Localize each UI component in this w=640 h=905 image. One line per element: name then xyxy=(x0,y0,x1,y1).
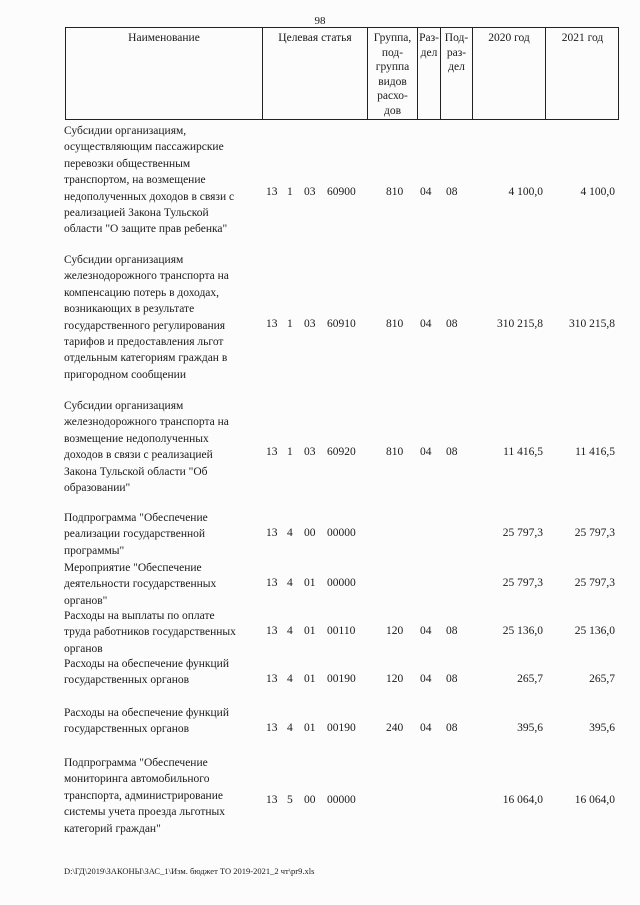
row-name-line: возникающих в результате xyxy=(64,303,195,316)
amount-2020: 25 797,3 xyxy=(502,527,543,539)
header-2021-cell xyxy=(546,28,619,120)
row-name-line: реализации государственной xyxy=(64,528,206,541)
subsection-code: 08 xyxy=(446,446,458,458)
subprogram-code: 1 xyxy=(287,446,293,458)
main-event-code: 00 xyxy=(304,794,316,806)
row-name-line: мониторинга автомобильного xyxy=(64,773,210,786)
main-event-code: 03 xyxy=(304,446,316,458)
row-name-line: компенсацию потерь в доходах, xyxy=(64,286,220,299)
header-group-line: группа xyxy=(375,61,410,73)
header-year-2021: 2021 год xyxy=(561,32,604,44)
section-code: 04 xyxy=(420,186,432,198)
row-name xyxy=(64,608,264,657)
row-name-line: тарифов и предоставления льгот xyxy=(64,336,224,349)
amount-2021: 4 100,0 xyxy=(580,186,615,198)
main-event-code: 01 xyxy=(304,722,316,734)
subsection-code: 08 xyxy=(446,186,458,198)
row-name-line: пригородном сообщении xyxy=(64,368,186,381)
row-name xyxy=(64,755,264,837)
section-code: 04 xyxy=(420,625,432,637)
amount-2020: 16 064,0 xyxy=(502,794,543,806)
direction-code: 00190 xyxy=(327,722,356,734)
section-code: 04 xyxy=(420,318,432,330)
row-name xyxy=(64,123,264,238)
row-name-line: труда работников государственных xyxy=(64,626,236,639)
main-event-code: 01 xyxy=(304,673,316,685)
header-section-line: Раз- xyxy=(419,32,439,44)
header-group-line: под- xyxy=(381,46,404,59)
row-name-line: отдельным категориям граждан в xyxy=(64,352,228,365)
row-name-line: реализацией Закона Тульской xyxy=(64,207,209,220)
file-path-footer: D:\ГД\2019\ЗАКОНЫ\ЗАС_1\Изм. бюджет ТО 2019-2021_2 чт\pr9.xls xyxy=(64,866,315,876)
amount-2021: 25 797,3 xyxy=(574,577,615,589)
subprogram-code: 4 xyxy=(287,577,293,589)
subprogram-code: 1 xyxy=(287,318,293,330)
row-name-line: Расходы на обеспечение функций xyxy=(64,707,229,719)
amount-2021: 25 136,0 xyxy=(574,625,615,637)
amount-2020: 310 215,8 xyxy=(497,318,543,330)
subprogram-code: 1 xyxy=(287,186,293,198)
row-name xyxy=(64,705,264,738)
header-group-line: расхо- xyxy=(377,90,408,102)
main-event-code: 03 xyxy=(304,186,316,198)
amount-2021: 310 215,8 xyxy=(569,318,615,330)
header-subsection-line: дел xyxy=(448,61,465,73)
section-code: 04 xyxy=(420,446,432,458)
amount-2020: 11 416,5 xyxy=(503,446,543,458)
header-subsection-line: раз- xyxy=(446,46,467,59)
subsection-code: 08 xyxy=(446,625,458,637)
subprogram-code: 4 xyxy=(287,625,293,637)
header-name: Наименование xyxy=(128,32,200,44)
amount-2020: 25 136,0 xyxy=(502,625,543,637)
section-code: 04 xyxy=(420,722,432,734)
row-name-line: недополученных доходов в связи с xyxy=(64,190,235,203)
row-name xyxy=(64,252,264,383)
row-name-line: перевозки общественным xyxy=(64,157,191,170)
amount-2021: 395,6 xyxy=(589,722,615,734)
row-name-line: государственного регулирования xyxy=(64,319,226,332)
main-event-code: 03 xyxy=(304,318,316,330)
program-code: 13 xyxy=(266,577,278,589)
row-name-line: программы" xyxy=(64,544,125,557)
amount-2020: 4 100,0 xyxy=(508,186,543,198)
direction-code: 60920 xyxy=(327,446,356,458)
direction-code: 00190 xyxy=(327,673,356,685)
page-number: 98 xyxy=(314,15,326,27)
row-name-line: органов" xyxy=(64,594,108,607)
subprogram-code: 5 xyxy=(287,794,293,806)
row-name-line: железнодорожного транспорта на xyxy=(64,270,229,283)
amount-2021: 16 064,0 xyxy=(574,794,615,806)
row-name-line: государственных органов xyxy=(64,674,190,687)
row-name-line: транспорта, администрирование xyxy=(64,789,223,802)
header-target-article-cell xyxy=(263,28,368,120)
direction-code: 00000 xyxy=(327,527,356,539)
header-group-cell xyxy=(368,28,418,120)
program-code: 13 xyxy=(266,794,278,806)
header-section-line: дел xyxy=(420,46,438,59)
row-name-line: транспортом, на возмещение xyxy=(64,174,206,187)
header-group-line: дов xyxy=(383,104,402,117)
amount-2020: 395,6 xyxy=(517,722,543,734)
row-name-line: возмещение недополученных xyxy=(64,432,209,445)
main-event-code: 00 xyxy=(304,527,316,539)
header-2020-cell xyxy=(473,28,546,120)
section-code: 04 xyxy=(420,673,432,685)
program-code: 13 xyxy=(266,446,278,458)
row-name-line: Расходы на обеспечение функций xyxy=(64,658,229,670)
table-header xyxy=(65,27,619,120)
row-name-line: Подпрограмма "Обеспечение xyxy=(64,512,208,524)
amount-2021: 265,7 xyxy=(589,673,615,685)
row-name-line: деятельности государственных xyxy=(64,578,217,591)
subprogram-code: 4 xyxy=(287,673,293,685)
program-code: 13 xyxy=(266,318,278,330)
row-name-line: Подпрограмма "Обеспечение xyxy=(64,757,208,769)
direction-code: 00110 xyxy=(327,625,356,637)
header-subsection-cell xyxy=(441,28,473,120)
header-group-line: Группа, xyxy=(373,32,412,44)
row-name-line: Субсидии организациям, xyxy=(64,125,187,137)
row-name-line: Расходы на выплаты по оплате xyxy=(64,610,215,622)
program-code: 13 xyxy=(266,722,278,734)
direction-code: 00000 xyxy=(327,794,356,806)
header-target-article: Целевая статья xyxy=(278,32,352,44)
row-name-line: органов xyxy=(64,642,103,655)
direction-code: 00000 xyxy=(327,577,356,589)
row-name-line: системы учета проезда льготных xyxy=(64,806,226,819)
amount-2020: 25 797,3 xyxy=(502,577,543,589)
header-group-line: видов xyxy=(378,75,407,88)
subsection-code: 08 xyxy=(446,722,458,734)
row-name xyxy=(64,560,264,609)
row-name-line: Мероприятие "Обеспечение xyxy=(64,562,202,574)
row-name-line: образовании" xyxy=(64,482,131,495)
direction-code: 60910 xyxy=(327,318,356,330)
row-name-line: Субсидии организациям xyxy=(64,254,184,266)
row-name-line: железнодорожного транспорта на xyxy=(64,416,229,429)
program-code: 13 xyxy=(266,625,278,637)
header-section-cell xyxy=(418,28,441,120)
row-name-line: категорий граждан" xyxy=(64,822,161,835)
subsection-code: 08 xyxy=(446,673,458,685)
amount-2021: 11 416,5 xyxy=(575,446,615,458)
program-code: 13 xyxy=(266,673,278,685)
subprogram-code: 4 xyxy=(287,527,293,539)
row-name xyxy=(64,398,264,496)
program-code: 13 xyxy=(266,527,278,539)
main-event-code: 01 xyxy=(304,577,316,589)
row-name-line: Субсидии организациям xyxy=(64,400,184,412)
subsection-code: 08 xyxy=(446,318,458,330)
row-name xyxy=(64,656,264,689)
amount-2020: 265,7 xyxy=(517,673,543,685)
main-event-code: 01 xyxy=(304,625,316,637)
program-code: 13 xyxy=(266,186,278,198)
row-name-line: Закона Тульской области "Об xyxy=(64,465,208,478)
header-year-2020: 2020 год xyxy=(488,32,530,44)
row-name-line: доходов в связи с реализацией xyxy=(64,449,213,462)
header-name-cell xyxy=(66,28,263,120)
subprogram-code: 4 xyxy=(287,722,293,734)
header-subsection-line: Под- xyxy=(444,32,469,44)
row-name-line: области "О защите прав ребенка" xyxy=(64,223,228,236)
row-name-line: государственных органов xyxy=(64,723,190,736)
direction-code: 60900 xyxy=(327,186,356,198)
amount-2021: 25 797,3 xyxy=(574,527,615,539)
row-name xyxy=(64,510,264,559)
row-name-line: осуществляющим пассажирские xyxy=(64,141,224,154)
